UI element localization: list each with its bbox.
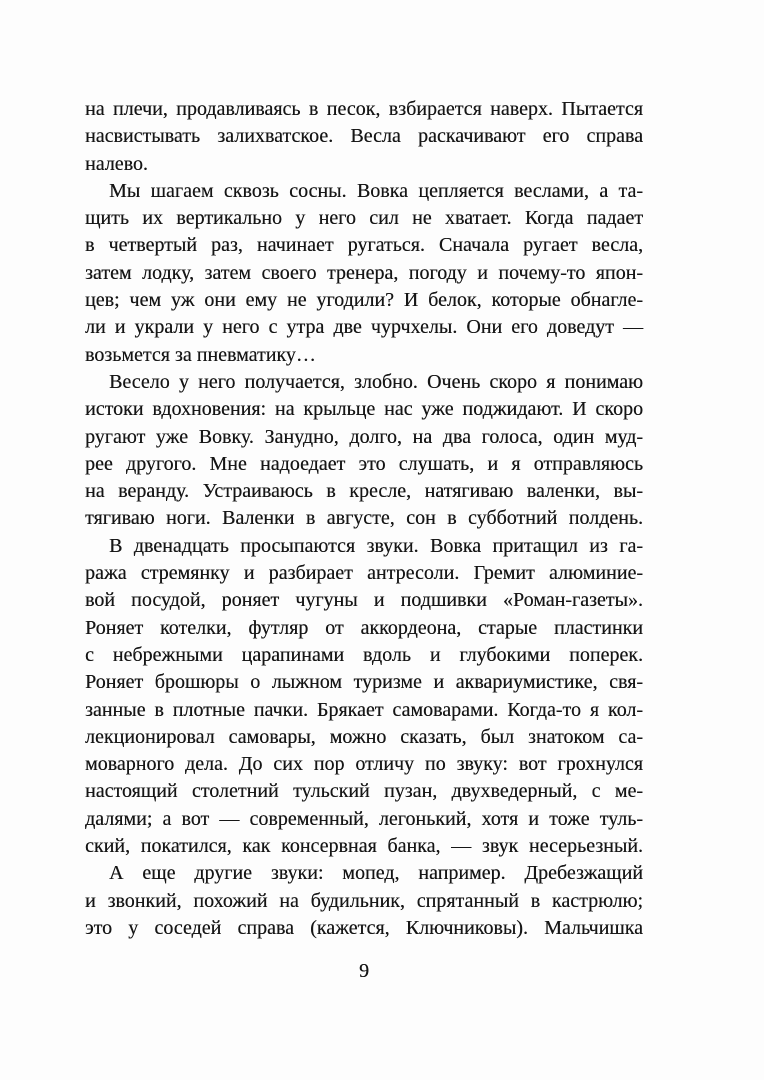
text-line: лекционировал самовары, можно сказать, был знатоком са-: [85, 725, 643, 748]
text-line: в четвертый раз, начинает ругаться. Сначала ругает весла,: [85, 234, 643, 257]
text-line: насвистывать залихватское. Весла раскачивают его справа: [85, 125, 643, 148]
text-line: цев; чем уж они ему не угодили? И белок, которые обнагле-: [85, 289, 643, 312]
text-line: на плечи, продавливаясь в песок, взбирается наверх. Пытается: [85, 98, 643, 120]
text-line: ража стремянку и разбирает антресоли. Гремит алюминие-: [85, 562, 643, 585]
text-line: занные в плотные пачки. Брякает самоварами. Когда-то я кол-: [85, 698, 643, 721]
text-line: Роняет котелки, футляр от аккордеона, старые пластинки: [85, 616, 643, 639]
text-line: затем лодку, затем своего тренера, погоду и почему-то япон-: [85, 261, 643, 284]
text-line: настоящий столетний тульский пузан, двухведерный, с ме-: [85, 780, 643, 803]
text-line: истоки вдохновения: на крыльце нас уже поджидают. И скоро: [85, 398, 643, 421]
text-line: моварного дела. До сих пор отличу по звуку: вот грохнулся: [85, 753, 643, 776]
text-line: В двенадцать просыпаются звуки. Вовка притащил из га-: [109, 534, 643, 557]
text-line: рее другого. Мне надоедает это слушать, и я отправляюсь: [85, 452, 643, 475]
text-line: вой посудой, роняет чугуны и подшивки «Роман-газеты».: [85, 589, 643, 612]
text-line: тягиваю ноги. Валенки в августе, сон в субботний полдень.: [85, 507, 643, 530]
text-line: ский, покатился, как консервная банка, — звук несерьезный.: [85, 835, 643, 858]
text-line: возьмется за пневматику…: [85, 343, 316, 366]
text-line: Весело у него получается, злобно. Очень скоро я понимаю: [109, 370, 643, 393]
text-line: Роняет брошюры о лыжном туризме и аквариумистике, свя-: [85, 671, 643, 694]
text-line: Мы шагаем сквозь сосны. Вовка цепляется веслами, а та-: [109, 179, 643, 202]
text-line: с небрежными царапинами вдоль и глубокими поперек.: [85, 643, 643, 666]
text-line: и звонкий, похожий на будильник, спрятанный в кастрюлю;: [85, 889, 643, 912]
text-line: щить их вертикально у него сил не хватает. Когда падает: [85, 207, 643, 230]
page-number: 9: [359, 960, 369, 982]
text-line: это у соседей справа (кажется, Ключниковы). Мальчишка: [85, 916, 643, 939]
text-block: [85, 96, 643, 942]
text-line: далями; а вот — современный, легонький, хотя и тоже туль-: [85, 807, 643, 830]
text-line: ругают уже Вовку. Занудно, долго, на два голоса, один муд-: [85, 425, 643, 448]
text-line: А еще другие звуки: мопед, например. Дребезжащий: [109, 862, 643, 885]
text-line: на веранду. Устраиваюсь в кресле, натягиваю валенки, вы-: [85, 480, 643, 503]
text-line: налево.: [85, 152, 148, 175]
text-line: ли и украли у него с утра две чурчхелы. Они его доведут —: [85, 316, 643, 339]
